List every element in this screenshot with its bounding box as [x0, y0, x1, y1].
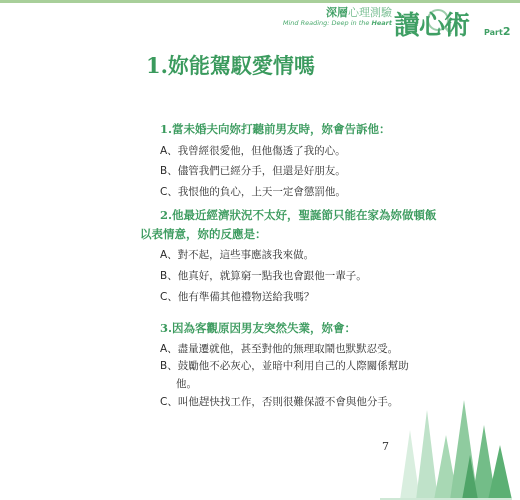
question-1-option-b: B、儘管我們已經分手，但還是好朋友。	[160, 165, 346, 177]
brand-sub: 心理測驗	[348, 6, 392, 19]
question-2-prompt-line2: 以表情意，妳的反應是：	[140, 227, 267, 241]
brand-title	[326, 4, 392, 20]
brand-tagline	[283, 19, 392, 27]
decorative-trees-illustration	[380, 395, 512, 500]
question-2-option-a: A、對不起，這些事應該我來做。	[160, 249, 315, 261]
part-word: Part	[484, 28, 503, 37]
part-number: 2	[502, 25, 511, 38]
part-label	[484, 25, 510, 38]
question-3-option-a: A、盡量遷就他，甚至對他的無理取鬧也默默忍受。	[160, 343, 399, 355]
tagline-end: Heart	[371, 19, 392, 27]
header-bar	[0, 0, 520, 3]
tagline-start: Mind Reading: Deep in the	[282, 19, 372, 27]
page-title: 1.妳能駕馭愛情嗎	[146, 53, 315, 78]
question-2-option-b: B、他真好，就算窮一點我也會跟他一輩子。	[160, 270, 367, 282]
question-1-option-a: A、我曾經很愛他，但他傷透了我的心。	[160, 145, 346, 157]
brand-logo-text: 讀心術	[394, 11, 470, 41]
question-1-prompt: 1.當未婚夫向妳打聽前男友時，妳會告訴他：	[160, 122, 391, 136]
question-2-prompt-line1: 2.他最近經濟狀況不太好，聖誕節只能在家為妳做頓飯	[160, 208, 437, 222]
question-2-option-c: C、他有準備其他禮物送給我嗎？	[160, 291, 315, 303]
series-brand	[262, 4, 512, 44]
question-3-option-b-continued: 他。	[176, 378, 197, 390]
question-3-prompt: 3.因為客觀原因男友突然失業，妳會：	[160, 321, 357, 335]
question-3-option-c: C、叫他趕快找工作，否則很難保證不會與他分手。	[160, 396, 399, 408]
brand-main: 深層	[326, 6, 348, 19]
question-1-option-c: C、我恨他的負心，上天一定會懲罰他。	[160, 186, 346, 198]
question-3-option-b: B、鼓勵他不必灰心，並暗中利用自己的人際關係幫助	[160, 360, 409, 372]
page-number: 7	[382, 440, 389, 453]
